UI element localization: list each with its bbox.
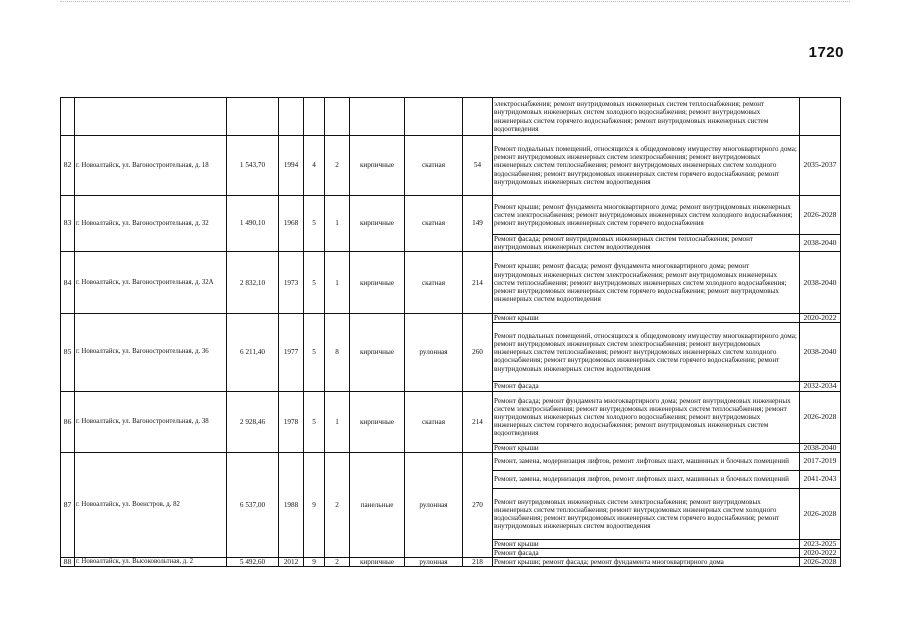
entrances-cell: 2 bbox=[325, 558, 350, 567]
works-cell: Ремонт фасада; ремонт внутридомовых инженерных систем теплоснабжения; ремонт внутридомовых инженерных систем водоотведения bbox=[493, 235, 800, 252]
walls-cell: кирпичные bbox=[350, 252, 405, 314]
works-cell: Ремонт, замена, модернизация лифтов, ремонт лифтовых шахт, машинных и блочных помещений bbox=[493, 470, 800, 488]
works-cell: Ремонт фасада; ремонт фундамента многоквартирного дома; ремонт внутридомовых инженерных систем электроснабжения; ремонт внутридомовых инженерных систем теплоснабжения; ремонт внутридомовых инженерных систем холодного водоснабжения; ремонт внутридомовых инженерных систем горячего водоснабжения; ремонт внутридомовых инженерных систем водоотведения bbox=[493, 391, 800, 443]
table-row bbox=[61, 196, 841, 235]
area-cell: 6 211,40 bbox=[227, 314, 279, 391]
floors-cell bbox=[304, 98, 325, 136]
period-cell: 2020-2022 bbox=[800, 314, 841, 323]
year-cell: 1994 bbox=[279, 136, 304, 196]
apartments-cell: 214 bbox=[463, 391, 493, 452]
works-cell: Ремонт фасада bbox=[493, 549, 800, 558]
area-cell: 2 928,46 bbox=[227, 391, 279, 452]
year-cell: 1973 bbox=[279, 252, 304, 314]
apartments-cell: 218 bbox=[463, 558, 493, 567]
period-cell: 2017-2019 bbox=[800, 452, 841, 470]
entrances-cell: 1 bbox=[325, 391, 350, 452]
period-cell: 2026-2028 bbox=[800, 391, 841, 443]
works-cell: Ремонт крыши; ремонт фундамента многоквартирного дома; ремонт внутридомовых инженерных систем электроснабжения; ремонт внутридомовых инженерных систем холодного водоснабжения; ремонт внутридомовых инженерных систем горячего водоснабжения bbox=[493, 196, 800, 235]
area-cell: 1 490,10 bbox=[227, 196, 279, 252]
apartments-cell bbox=[463, 98, 493, 136]
table-row bbox=[61, 452, 841, 470]
works-cell: Ремонт, замена, модернизация лифтов, ремонт лифтовых шахт, машинных и блочных помещений bbox=[493, 452, 800, 470]
walls-cell: кирпичные bbox=[350, 136, 405, 196]
year-cell: 1968 bbox=[279, 196, 304, 252]
period-cell bbox=[800, 98, 841, 136]
walls-cell: кирпичные bbox=[350, 196, 405, 252]
table-row bbox=[61, 252, 841, 314]
entrances-cell: 1 bbox=[325, 252, 350, 314]
works-cell: электроснабжения; ремонт внутридомовых инженерных систем теплоснабжения; ремонт внутридомовых инженерных систем холодного водоснабжения; ремонт внутридомовых инженерных систем горячего водоснабжения; ремонт внутридомовых инженерных систем водоотведения bbox=[493, 98, 800, 136]
period-cell: 2020-2022 bbox=[800, 549, 841, 558]
row-number: 85 bbox=[61, 314, 75, 391]
table-row bbox=[61, 98, 841, 136]
roof-cell: скатная bbox=[405, 252, 463, 314]
walls-cell: панельные bbox=[350, 452, 405, 557]
entrances-cell: 1 bbox=[325, 196, 350, 252]
roof-cell: скатная bbox=[405, 391, 463, 452]
area-cell: 2 832,10 bbox=[227, 252, 279, 314]
roof-cell: рулонная bbox=[405, 452, 463, 557]
walls-cell: кирпичные bbox=[350, 391, 405, 452]
works-cell: Ремонт крыши bbox=[493, 443, 800, 452]
floors-cell: 5 bbox=[304, 314, 325, 391]
area-cell: 5 492,60 bbox=[227, 558, 279, 567]
walls-cell: кирпичные bbox=[350, 314, 405, 391]
page-number: 1720 bbox=[808, 44, 844, 61]
apartments-cell: 149 bbox=[463, 196, 493, 252]
floors-cell: 9 bbox=[304, 452, 325, 557]
row-number: 87 bbox=[61, 452, 75, 557]
period-cell: 2035-2037 bbox=[800, 136, 841, 196]
table-row bbox=[61, 391, 841, 443]
row-number: 82 bbox=[61, 136, 75, 196]
entrances-cell: 2 bbox=[325, 136, 350, 196]
row-number: 88 bbox=[61, 558, 75, 567]
floors-cell: 9 bbox=[304, 558, 325, 567]
floors-cell: 5 bbox=[304, 391, 325, 452]
period-cell: 2032-2034 bbox=[800, 382, 841, 391]
repair-schedule-table bbox=[60, 97, 841, 567]
roof-cell: рулонная bbox=[405, 558, 463, 567]
works-cell: Ремонт крыши; ремонт фасада; ремонт фундамента многоквартирного дома bbox=[493, 558, 800, 567]
works-cell: Ремонт крыши; ремонт фасада; ремонт фундамента многоквартирного дома; ремонт внутридомовых инженерных систем электроснабжения; ремонт внутридомовых инженерных систем теплоснабжения; ремонт внутридомовых инженерных систем холодного водоснабжения; ремонт внутридомовых инженерных систем горячего водоснабжения; ремонт внутридомовых инженерных систем водоотведения bbox=[493, 252, 800, 314]
address-cell: г. Новоалтайск, ул. Вагоностроительная, д. 18 bbox=[75, 136, 227, 196]
entrances-cell: 8 bbox=[325, 314, 350, 391]
works-cell: Ремонт подвальных помещений, относящихся к общедомовому имуществу многоквартирного дома; ремонт внутридомовых инженерных систем электроснабжения; ремонт внутридомовых инженерных систем теплоснабжения; ремонт внутридомовых инженерных систем холодного водоснабжения; ремонт внутридомовых инженерных систем горячего водоснабжения; ремонт внутридомовых инженерных систем водоотведения bbox=[493, 323, 800, 382]
period-cell: 2038-2040 bbox=[800, 252, 841, 314]
period-cell: 2041-2043 bbox=[800, 470, 841, 488]
address-cell: г. Новоалтайск, ул. Вагоностроительная, д. 36 bbox=[75, 314, 227, 391]
works-cell: Ремонт подвальных помещений, относящихся к общедомовому имуществу многоквартирного дома; ремонт внутридомовых инженерных систем электроснабжения; ремонт внутридомовых инженерных систем теплоснабжения; ремонт внутридомовых инженерных систем холодного водоснабжения; ремонт внутридомовых инженерных систем горячего водоснабжения; ремонт внутридомовых инженерных систем водоотведения bbox=[493, 136, 800, 196]
year-cell: 2012 bbox=[279, 558, 304, 567]
apartments-cell: 260 bbox=[463, 314, 493, 391]
apartments-cell: 270 bbox=[463, 452, 493, 557]
period-cell: 2023-2025 bbox=[800, 539, 841, 548]
works-cell: Ремонт фасада bbox=[493, 382, 800, 391]
period-cell: 2038-2040 bbox=[800, 235, 841, 252]
works-cell: Ремонт крыши bbox=[493, 539, 800, 548]
works-cell: Ремонт крыши bbox=[493, 314, 800, 323]
address-cell: г. Новоалтайск, ул. Вагоностроительная, д. 32А bbox=[75, 252, 227, 314]
floors-cell: 5 bbox=[304, 252, 325, 314]
period-cell: 2038-2040 bbox=[800, 323, 841, 382]
row-number: 83 bbox=[61, 196, 75, 252]
table-row bbox=[61, 314, 841, 323]
floors-cell: 4 bbox=[304, 136, 325, 196]
table-row bbox=[61, 136, 841, 196]
area-cell: 6 537,00 bbox=[227, 452, 279, 557]
floors-cell: 5 bbox=[304, 196, 325, 252]
works-cell: Ремонт внутридомовых инженерных систем электроснабжения; ремонт внутридомовых инженерных систем теплоснабжения; ремонт внутридомовых инженерных систем холодного водоснабжения; ремонт внутридомовых инженерных систем горячего водоснабжения; ремонт внутридомовых инженерных систем водоотведения bbox=[493, 488, 800, 539]
apartments-cell: 54 bbox=[463, 136, 493, 196]
row-number: 86 bbox=[61, 391, 75, 452]
address-cell: г. Новоалтайск, ул. Высоковольтная, д. 2 bbox=[75, 558, 227, 567]
period-cell: 2026-2028 bbox=[800, 196, 841, 235]
entrances-cell: 2 bbox=[325, 452, 350, 557]
area-cell bbox=[227, 98, 279, 136]
scan-edge-line bbox=[60, 1, 850, 2]
period-cell: 2026-2028 bbox=[800, 488, 841, 539]
year-cell: 1977 bbox=[279, 314, 304, 391]
apartments-cell: 214 bbox=[463, 252, 493, 314]
entrances-cell bbox=[325, 98, 350, 136]
row-number bbox=[61, 98, 75, 136]
row-number: 84 bbox=[61, 252, 75, 314]
walls-cell bbox=[350, 98, 405, 136]
area-cell: 1 543,70 bbox=[227, 136, 279, 196]
roof-cell: рулонная bbox=[405, 314, 463, 391]
address-cell: г. Новоалтайск, ул. Военстров, д. 82 bbox=[75, 452, 227, 557]
roof-cell: скатная bbox=[405, 196, 463, 252]
address-cell: г. Новоалтайск, ул. Вагоностроительная, д. 32 bbox=[75, 196, 227, 252]
period-cell: 2038-2040 bbox=[800, 443, 841, 452]
roof-cell: скатная bbox=[405, 136, 463, 196]
period-cell: 2026-2028 bbox=[800, 558, 841, 567]
table-row bbox=[61, 558, 841, 567]
address-cell: г. Новоалтайск, ул. Вагоностроительная, д. 38 bbox=[75, 391, 227, 452]
roof-cell bbox=[405, 98, 463, 136]
year-cell: 1988 bbox=[279, 452, 304, 557]
address-cell bbox=[75, 98, 227, 136]
walls-cell: кирпичные bbox=[350, 558, 405, 567]
year-cell bbox=[279, 98, 304, 136]
year-cell: 1978 bbox=[279, 391, 304, 452]
